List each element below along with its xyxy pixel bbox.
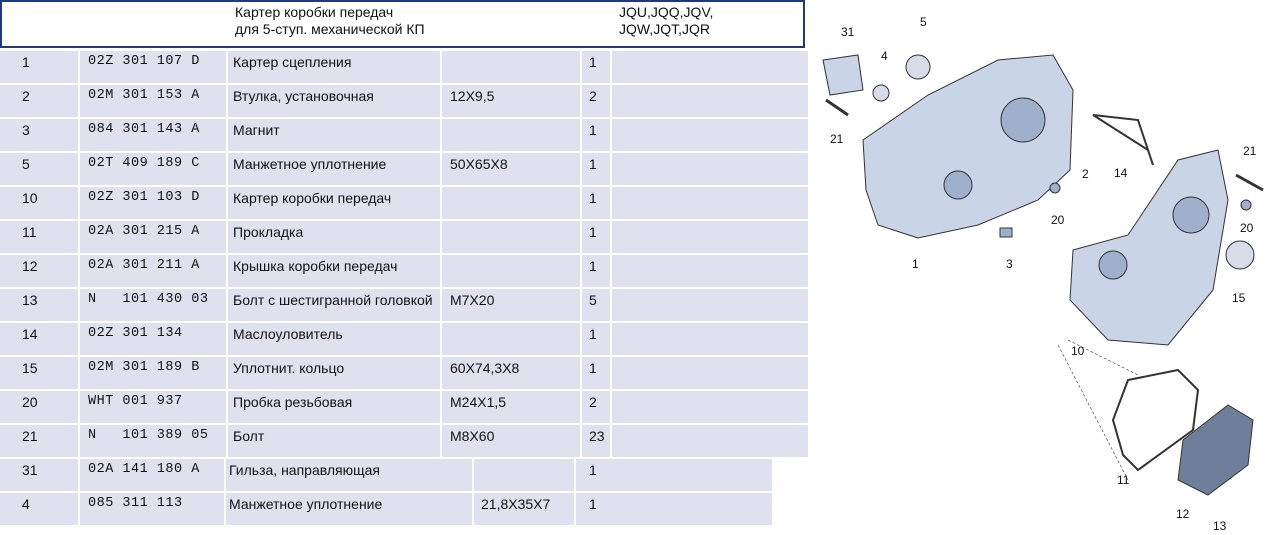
row-part-number: 02A 301 211 A — [88, 258, 200, 273]
row-cell-background — [442, 255, 580, 287]
row-spec: 12X9,5 — [450, 88, 495, 104]
row-position: 10 — [22, 190, 38, 206]
row-part-number: 085 311 113 — [88, 496, 183, 511]
row-part-name: Крышка коробки передач — [233, 258, 398, 274]
row-part-name: Прокладка — [233, 224, 304, 240]
row-position: 2 — [22, 88, 30, 104]
callout-21-right: 21 — [1243, 144, 1257, 158]
table-row — [0, 390, 808, 424]
cover-part — [1178, 405, 1253, 495]
row-part-number: 02A 301 215 A — [88, 224, 200, 239]
row-part-number: N 101 389 05 — [88, 428, 209, 443]
callout-21-left: 21 — [830, 132, 844, 146]
row-position: 31 — [22, 462, 38, 478]
engine-codes — [619, 4, 713, 38]
row-cell-background — [612, 51, 808, 83]
row-cell-background — [0, 255, 78, 287]
row-part-number: 02T 409 189 C — [88, 156, 200, 171]
row-cell-background — [0, 391, 78, 423]
row-quantity: 1 — [589, 156, 597, 172]
row-position: 21 — [22, 428, 38, 444]
table-header — [0, 0, 805, 48]
assembly-title-line2: для 5-ступ. механической КП — [235, 21, 425, 37]
row-quantity: 2 — [589, 394, 597, 410]
row-quantity: 5 — [589, 292, 597, 308]
row-cell-background — [0, 357, 78, 389]
callout-4: 4 — [881, 49, 888, 63]
row-quantity: 1 — [589, 258, 597, 274]
seal-15-part — [1226, 241, 1254, 269]
bolt-21-left-part — [826, 100, 848, 115]
clutch-housing-part — [863, 55, 1073, 238]
row-part-number: 02Z 301 103 D — [88, 190, 200, 205]
row-position: 1 — [22, 54, 30, 70]
row-position: 11 — [22, 224, 37, 240]
row-position: 20 — [22, 394, 38, 410]
assembly-title-line1: Картер коробки передач — [235, 4, 394, 20]
row-part-name: Картер сцепления — [233, 54, 352, 70]
callout-10: 10 — [1071, 344, 1085, 358]
callout-15: 15 — [1232, 291, 1246, 305]
callout-5: 5 — [920, 15, 927, 29]
row-quantity: 2 — [589, 88, 597, 104]
row-position: 14 — [22, 326, 38, 342]
row-position: 15 — [22, 360, 38, 376]
row-position: 4 — [22, 496, 30, 512]
row-part-name: Болт — [233, 428, 265, 444]
table-row — [0, 220, 808, 254]
row-part-name: Гильза, направляющая — [229, 462, 380, 478]
table-row — [0, 84, 808, 118]
gearbox-housing-bore — [1173, 197, 1209, 233]
row-cell-background — [442, 51, 580, 83]
row-cell-background — [0, 187, 78, 219]
row-quantity: 1 — [589, 190, 597, 206]
row-part-name: Картер коробки передач — [233, 190, 392, 206]
row-part-name: Манжетное уплотнение — [229, 496, 383, 512]
callout-12: 12 — [1176, 507, 1190, 521]
row-cell-background — [612, 289, 808, 321]
row-cell-background — [612, 323, 808, 355]
row-part-number: WHT 001 937 — [88, 394, 183, 409]
row-cell-background — [0, 493, 78, 525]
callout-31: 31 — [841, 25, 855, 39]
parts-table — [0, 50, 808, 526]
callout-3: 3 — [1006, 257, 1013, 271]
row-cell-background — [576, 493, 772, 525]
row-part-name: Уплотнит. кольцо — [233, 360, 345, 376]
engine-codes-line2: JQW,JQT,JQR — [619, 21, 710, 37]
table-row — [0, 424, 808, 458]
gearbox-housing-part — [1070, 150, 1228, 345]
row-cell-background — [0, 51, 78, 83]
table-row — [0, 458, 808, 492]
row-part-number: 02Z 301 107 D — [88, 54, 200, 69]
row-quantity: 1 — [589, 326, 597, 342]
magnet-part — [1000, 228, 1012, 237]
table-row — [0, 288, 808, 322]
row-cell-background — [612, 187, 808, 219]
row-part-name: Манжетное уплотнение — [233, 156, 387, 172]
seal-5-part — [906, 55, 930, 79]
row-quantity: 1 — [589, 462, 597, 478]
row-part-name: Магнит — [233, 122, 280, 138]
row-position: 12 — [22, 258, 38, 274]
row-quantity: 23 — [589, 428, 605, 444]
row-part-name: Маслоуловитель — [233, 326, 343, 342]
guide-sleeve-part — [823, 55, 863, 95]
row-cell-background — [612, 153, 808, 185]
callout-2: 2 — [1082, 167, 1089, 181]
row-cell-background — [612, 221, 808, 253]
callout-1: 1 — [912, 257, 919, 271]
table-row — [0, 118, 808, 152]
row-spec: 21,8X35X7 — [481, 496, 551, 512]
row-part-number: 02A 141 180 A — [88, 462, 200, 477]
row-cell-background — [442, 119, 580, 151]
row-spec: 60X74,3X8 — [450, 360, 520, 376]
table-row — [0, 152, 808, 186]
row-cell-background — [612, 255, 808, 287]
row-part-number: 02M 301 189 B — [88, 360, 200, 375]
clutch-housing-bore-2 — [944, 171, 972, 199]
row-spec: 50X65X8 — [450, 156, 508, 172]
row-position: 5 — [22, 156, 30, 172]
row-cell-background — [612, 357, 808, 389]
row-cell-background — [442, 187, 580, 219]
row-cell-background — [0, 459, 78, 491]
callout-20-left: 20 — [1051, 213, 1065, 227]
row-cell-background — [0, 153, 78, 185]
callout-14: 14 — [1114, 166, 1128, 180]
row-quantity: 1 — [589, 224, 597, 240]
plug-20-right-part — [1241, 200, 1251, 210]
row-part-name: Болт с шестигранной головкой — [233, 292, 433, 308]
row-cell-background — [576, 459, 772, 491]
row-cell-background — [0, 221, 78, 253]
row-part-number: 02M 301 153 A — [88, 88, 200, 103]
table-row — [0, 50, 808, 84]
row-cell-background — [612, 425, 808, 457]
assembly-title — [235, 4, 425, 38]
row-cell-background — [442, 221, 580, 253]
row-part-name: Втулка, установочная — [233, 88, 374, 104]
row-position: 3 — [22, 122, 30, 138]
row-cell-background — [612, 119, 808, 151]
row-spec: M8X60 — [450, 428, 495, 444]
callout-20-right: 20 — [1240, 221, 1254, 235]
table-row — [0, 322, 808, 356]
clutch-housing-bore — [1001, 98, 1045, 142]
row-cell-background — [612, 85, 808, 117]
oil-catcher-part — [1093, 115, 1153, 165]
row-quantity: 1 — [589, 54, 597, 70]
callout-13: 13 — [1213, 519, 1227, 533]
row-quantity: 1 — [589, 496, 597, 512]
row-quantity: 1 — [589, 122, 597, 138]
table-row — [0, 254, 808, 288]
row-spec: M7X20 — [450, 292, 495, 308]
row-cell-background — [0, 425, 78, 457]
row-part-number: 02Z 301 134 — [88, 326, 183, 341]
table-row — [0, 186, 808, 220]
row-part-number: N 101 430 03 — [88, 292, 209, 307]
row-cell-background — [612, 391, 808, 423]
bolt-21-right-part — [1236, 175, 1263, 190]
engine-codes-line1: JQU,JQQ,JQV, — [619, 4, 714, 20]
row-quantity: 1 — [589, 360, 597, 376]
row-part-number: 084 301 143 A — [88, 122, 200, 137]
row-part-name: Пробка резьбовая — [233, 394, 353, 410]
row-cell-background — [474, 459, 574, 491]
table-row — [0, 356, 808, 390]
row-cell-background — [0, 85, 78, 117]
row-spec: M24X1,5 — [450, 394, 507, 410]
table-row — [0, 492, 808, 526]
row-cell-background — [0, 119, 78, 151]
exploded-parts-diagram — [808, 0, 1269, 535]
row-cell-background — [0, 289, 78, 321]
row-cell-background — [0, 323, 78, 355]
callout-11: 11 — [1117, 473, 1130, 487]
row-cell-background — [442, 323, 580, 355]
row-position: 13 — [22, 292, 38, 308]
plug-20-part — [1050, 183, 1060, 193]
gearbox-housing-bore-2 — [1099, 251, 1127, 279]
seal-4-part — [873, 85, 889, 101]
